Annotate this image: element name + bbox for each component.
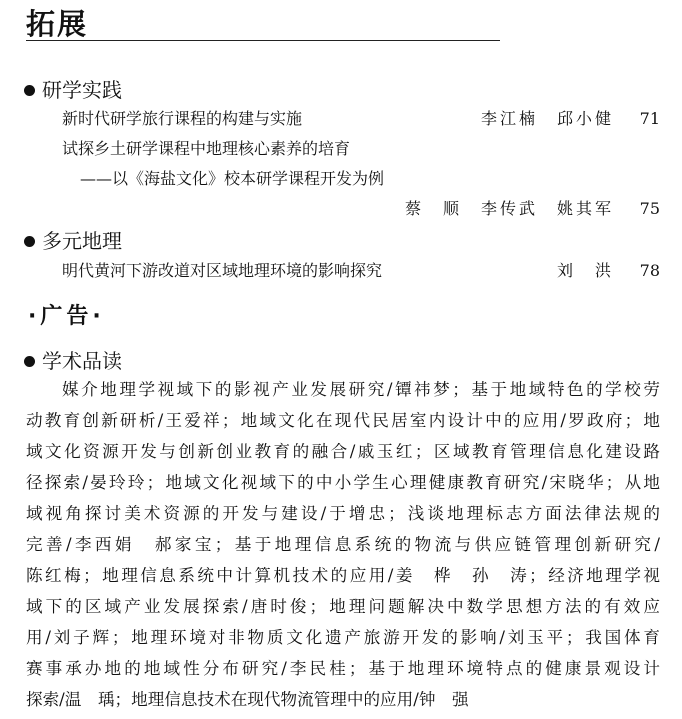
abstract-line: 径探索/晏玲玲；地域文化视域下的中小学生心理健康教育研究/宋晓华；从地 [26,473,660,492]
entry-authors: 刘 洪 [556,261,614,280]
abstract-line: 探索/温 瑀；地理信息技术在现代物流管理中的应用/钟 强 [26,690,469,709]
category-yanxue [24,77,122,103]
entry-page: 78 [639,261,660,280]
ad-title: ·广告· [28,304,105,329]
entry-page: 75 [639,199,660,218]
section-title: 拓展 [26,7,89,41]
abstract-line: 域文化资源开发与创新创业教育的融合/戚玉红；区域教育管理信息化建设路 [26,442,660,461]
abstract-line: 媒介地理学视域下的影视产业发展研究/镡祎梦；基于地域特色的学校劳 [62,380,660,399]
category-label: 研学实践 [42,78,122,102]
toc-entry-1[interactable] [62,108,660,130]
bullet-icon [24,356,35,367]
abstract-line: 域视角探讨美术资源的开发与建设/于增忠；浅谈地理标志方面法律法规的 [26,504,660,523]
entry-title: 新时代研学旅行课程的构建与实施 [62,109,303,128]
toc-entry-3[interactable] [62,260,660,282]
toc-entry-2-subtitle [80,168,660,190]
entry-authors: 蔡 顺 李传武 姚其军 [404,199,614,218]
abstract-line: 用/刘子辉；地理环境对非物质文化遗产旅游开发的影响/刘玉平；我国体育 [26,628,660,647]
entry-title: 明代黄河下游改道对区域地理环境的影响探究 [62,261,383,280]
abstract-line: 动教育创新研析/王爱祥；地域文化在现代民居室内设计中的应用/罗政府；地 [26,411,660,430]
abstract-line: 域下的区域产业发展探索/唐时俊；地理问题解决中数学思想方法的有效应 [26,597,660,616]
abstract-line: 陈红梅；地理信息系统中计算机技术的应用/姜 桦 孙 涛；经济地理学视 [26,566,660,585]
abstract-line: 完善/李西娟 郝家宝；基于地理信息系统的物流与供应链管理创新研究/ [26,535,660,554]
bullet-icon [24,236,35,247]
category-xueshu [24,348,122,374]
abstract-line: 赛事承办地的地域性分布研究/李民桂；基于地理环境特点的健康景观设计 [26,659,660,678]
category-duoyuan [24,228,122,254]
toc-entry-2[interactable] [62,138,660,160]
section-rule [26,40,500,41]
entry-authors: 李江楠 邱小健 [480,109,614,128]
entry-subtitle: ——以《海盐文化》校本研学课程开发为例 [80,169,385,188]
bullet-icon [24,85,35,96]
entry-page: 71 [639,109,660,128]
entry-title: 试探乡土研学课程中地理核心素养的培育 [62,139,351,158]
category-label: 多元地理 [42,229,122,253]
category-label: 学术品读 [42,349,122,373]
